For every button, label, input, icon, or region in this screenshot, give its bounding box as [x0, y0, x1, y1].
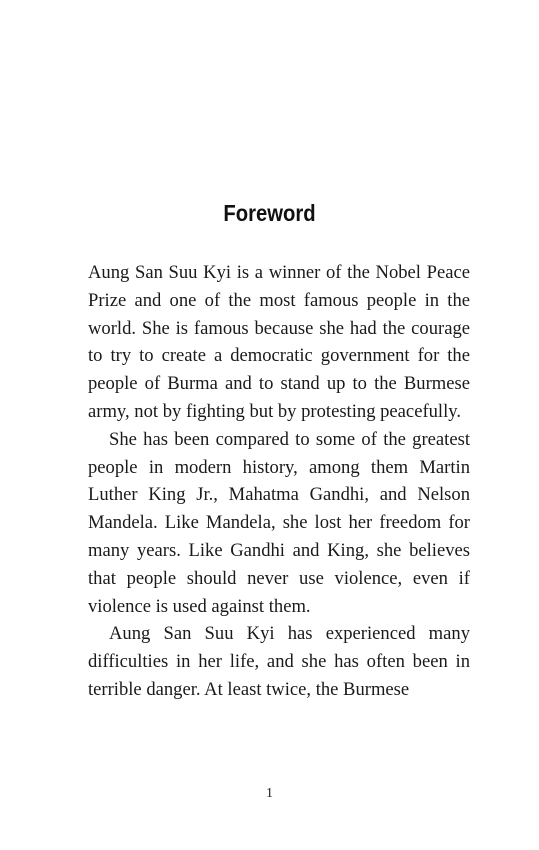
- paragraph-1: Aung San Suu Kyi is a winner of the Nobel Peace Prize and one of the most famous people in the world. She is famous because she had the courage to try to create a democratic government for the people of Burma and to stand up to the Burmese army, not by fighting but by protesting peacefully.: [88, 262, 470, 422]
- chapter-heading: Foreword: [223, 200, 316, 226]
- paragraph-3: Aung San Suu Kyi has experienced many difficulties in her life, and she has often been in terrible danger. At least twice, the Burmese: [88, 623, 470, 700]
- page-number: 1: [266, 786, 273, 801]
- body-text: [88, 259, 470, 704]
- paragraph-2: She has been compared to some of the greatest people in modern history, among them Martin Luther King Jr., Mahatma Gandhi, and Nelson Mandela. Like Mandela, she lost her freedom for many years. Like Gandhi and King, she believes that people should never use violence, even if violence is used against them.: [88, 428, 470, 617]
